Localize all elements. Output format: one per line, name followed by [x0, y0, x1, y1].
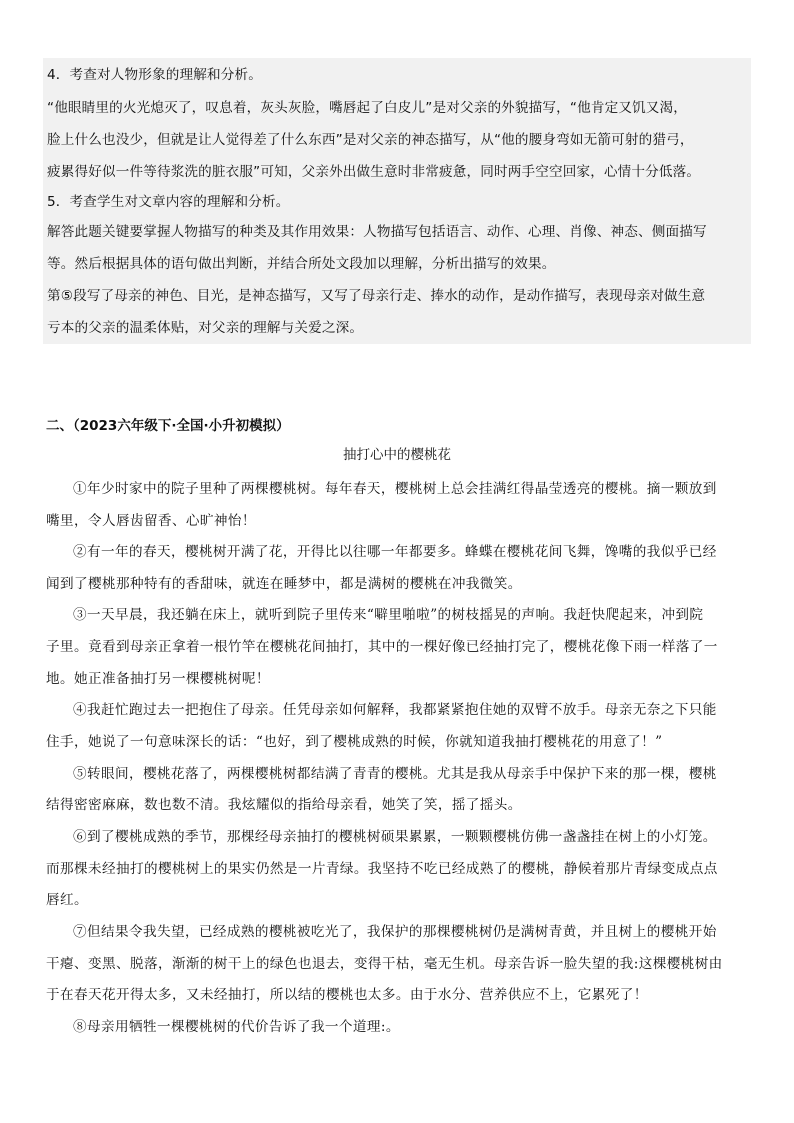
question-section-title: 二、（2023六年级下·全国·小升初模拟）	[46, 418, 290, 434]
article-line: 子里。竟看到母亲正拿着一根竹竿在樱桃花间抽打，其中的一棵好像已经抽打完了，樱桃花像下雨一样落了一	[46, 639, 718, 655]
article-line: ④我赶忙跑过去一把抱住了母亲。任凭母亲如何解释，我都紧紧抱住她的双臂不放手。母亲无奈之下只能	[73, 702, 717, 718]
answer-line: 4．考查对人物形象的理解和分析。	[47, 67, 262, 83]
article-line: ③一天早晨，我还躺在床上，就听到院子里传来“噼里啪啦”的树枝摇晃的声响。我赶快爬起来，冲到院	[73, 607, 704, 623]
article-line: 结得密密麻麻，数也数不清。我炫耀似的指给母亲看，她笑了笑，摇了摇头。	[46, 797, 522, 813]
answer-line: 等。然后根据具体的语句做出判断，并结合所处文段加以理解，分析出描写的效果。	[47, 256, 556, 272]
answer-line: 脸上什么也没少，但就是让人觉得差了什么东西”是对父亲的神态描写，从“他的腰身弯如无箭可射的猎弓，	[47, 132, 694, 148]
article-line: 而那棵未经抽打的樱桃树上的果实仍然是一片青绿。我坚持不吃已经成熟了的樱桃，静候着那片青绿变成点点	[46, 861, 718, 877]
article-line: 唇红。	[46, 892, 88, 908]
article-line: ⑥到了樱桃成熟的季节，那棵经母亲抽打的樱桃树硕果累累，一颗颗樱桃仿佛一盏盏挂在树上的小灯笼。	[73, 829, 717, 845]
article-line: 住手，她说了一句意味深长的话：“也好，到了樱桃成熟的时候，你就知道我抽打樱桃花的用意了！”	[46, 734, 663, 750]
article-line: ⑤转眼间，樱桃花落了，两棵樱桃树都结满了青青的樱桃。尤其是我从母亲手中保护下来的那一棵，樱桃	[73, 766, 717, 782]
answer-line: 疲累得好似一件等待浆洗的脏衣服”可知，父亲外出做生意时非常疲惫，同时两手空空回家，心情十分低落。	[47, 164, 701, 180]
article-line: 嘴里，令人唇齿留香、心旷神怡！	[46, 513, 256, 529]
answer-line: 亏本的父亲的温柔体贴，对父亲的理解与关爱之深。	[47, 320, 364, 336]
answer-analysis-box	[43, 58, 751, 344]
article-line: 闻到了樱桃那种特有的香甜味，就连在睡梦中，都是满树的樱桃在冲我微笑。	[46, 576, 522, 592]
article-title: 抽打心中的樱桃花	[343, 447, 451, 463]
article-line: ⑦但结果令我失望，已经成熟的樱桃被吃光了，我保护的那棵樱桃树仍是满树青黄，并且树上的樱桃开始	[73, 924, 717, 940]
answer-line: 解答此题关键要掌握人物描写的种类及其作用效果：人物描写包括语言、动作、心理、肖像、神态、侧面描写	[47, 224, 707, 240]
answer-line: 5．考查学生对文章内容的理解和分析。	[47, 194, 290, 210]
article-line: 地。她正准备抽打另一棵樱桃树呢！	[46, 671, 270, 687]
article-line: ①年少时家中的院子里种了两棵樱桃树。每年春天，樱桃树上总会挂满红得晶莹透亮的樱桃。摘一颗放到	[73, 481, 717, 497]
answer-line: 第⑤段写了母亲的神色、目光，是神态描写，又写了母亲行走、捧水的动作，是动作描写，表现母亲对做生意	[47, 288, 706, 304]
article-line: 干瘪、变黑、脱落，渐渐的树干上的绿色也退去，变得干枯，毫无生机。母亲告诉一脸失望的我:这棵樱桃树由	[46, 956, 723, 972]
article-line: 于在春天花开得太多，又未经抽打，所以结的樱桃也太多。由于水分、营养供应不上，它累死了！	[46, 987, 648, 1003]
article-line: ⑧母亲用牺牲一棵樱桃树的代价告诉了我一个道理:。	[73, 1019, 400, 1035]
answer-line: “他眼睛里的火光熄灭了，叹息着，灰头灰脸，嘴唇起了白皮儿”是对父亲的外貌描写，“他肯定又饥又渴，	[47, 100, 688, 116]
article-line: ②有一年的春天，樱桃树开满了花，开得比以往哪一年都要多。蜂蝶在樱桃花间飞舞，馋嘴的我似乎已经	[73, 544, 717, 560]
